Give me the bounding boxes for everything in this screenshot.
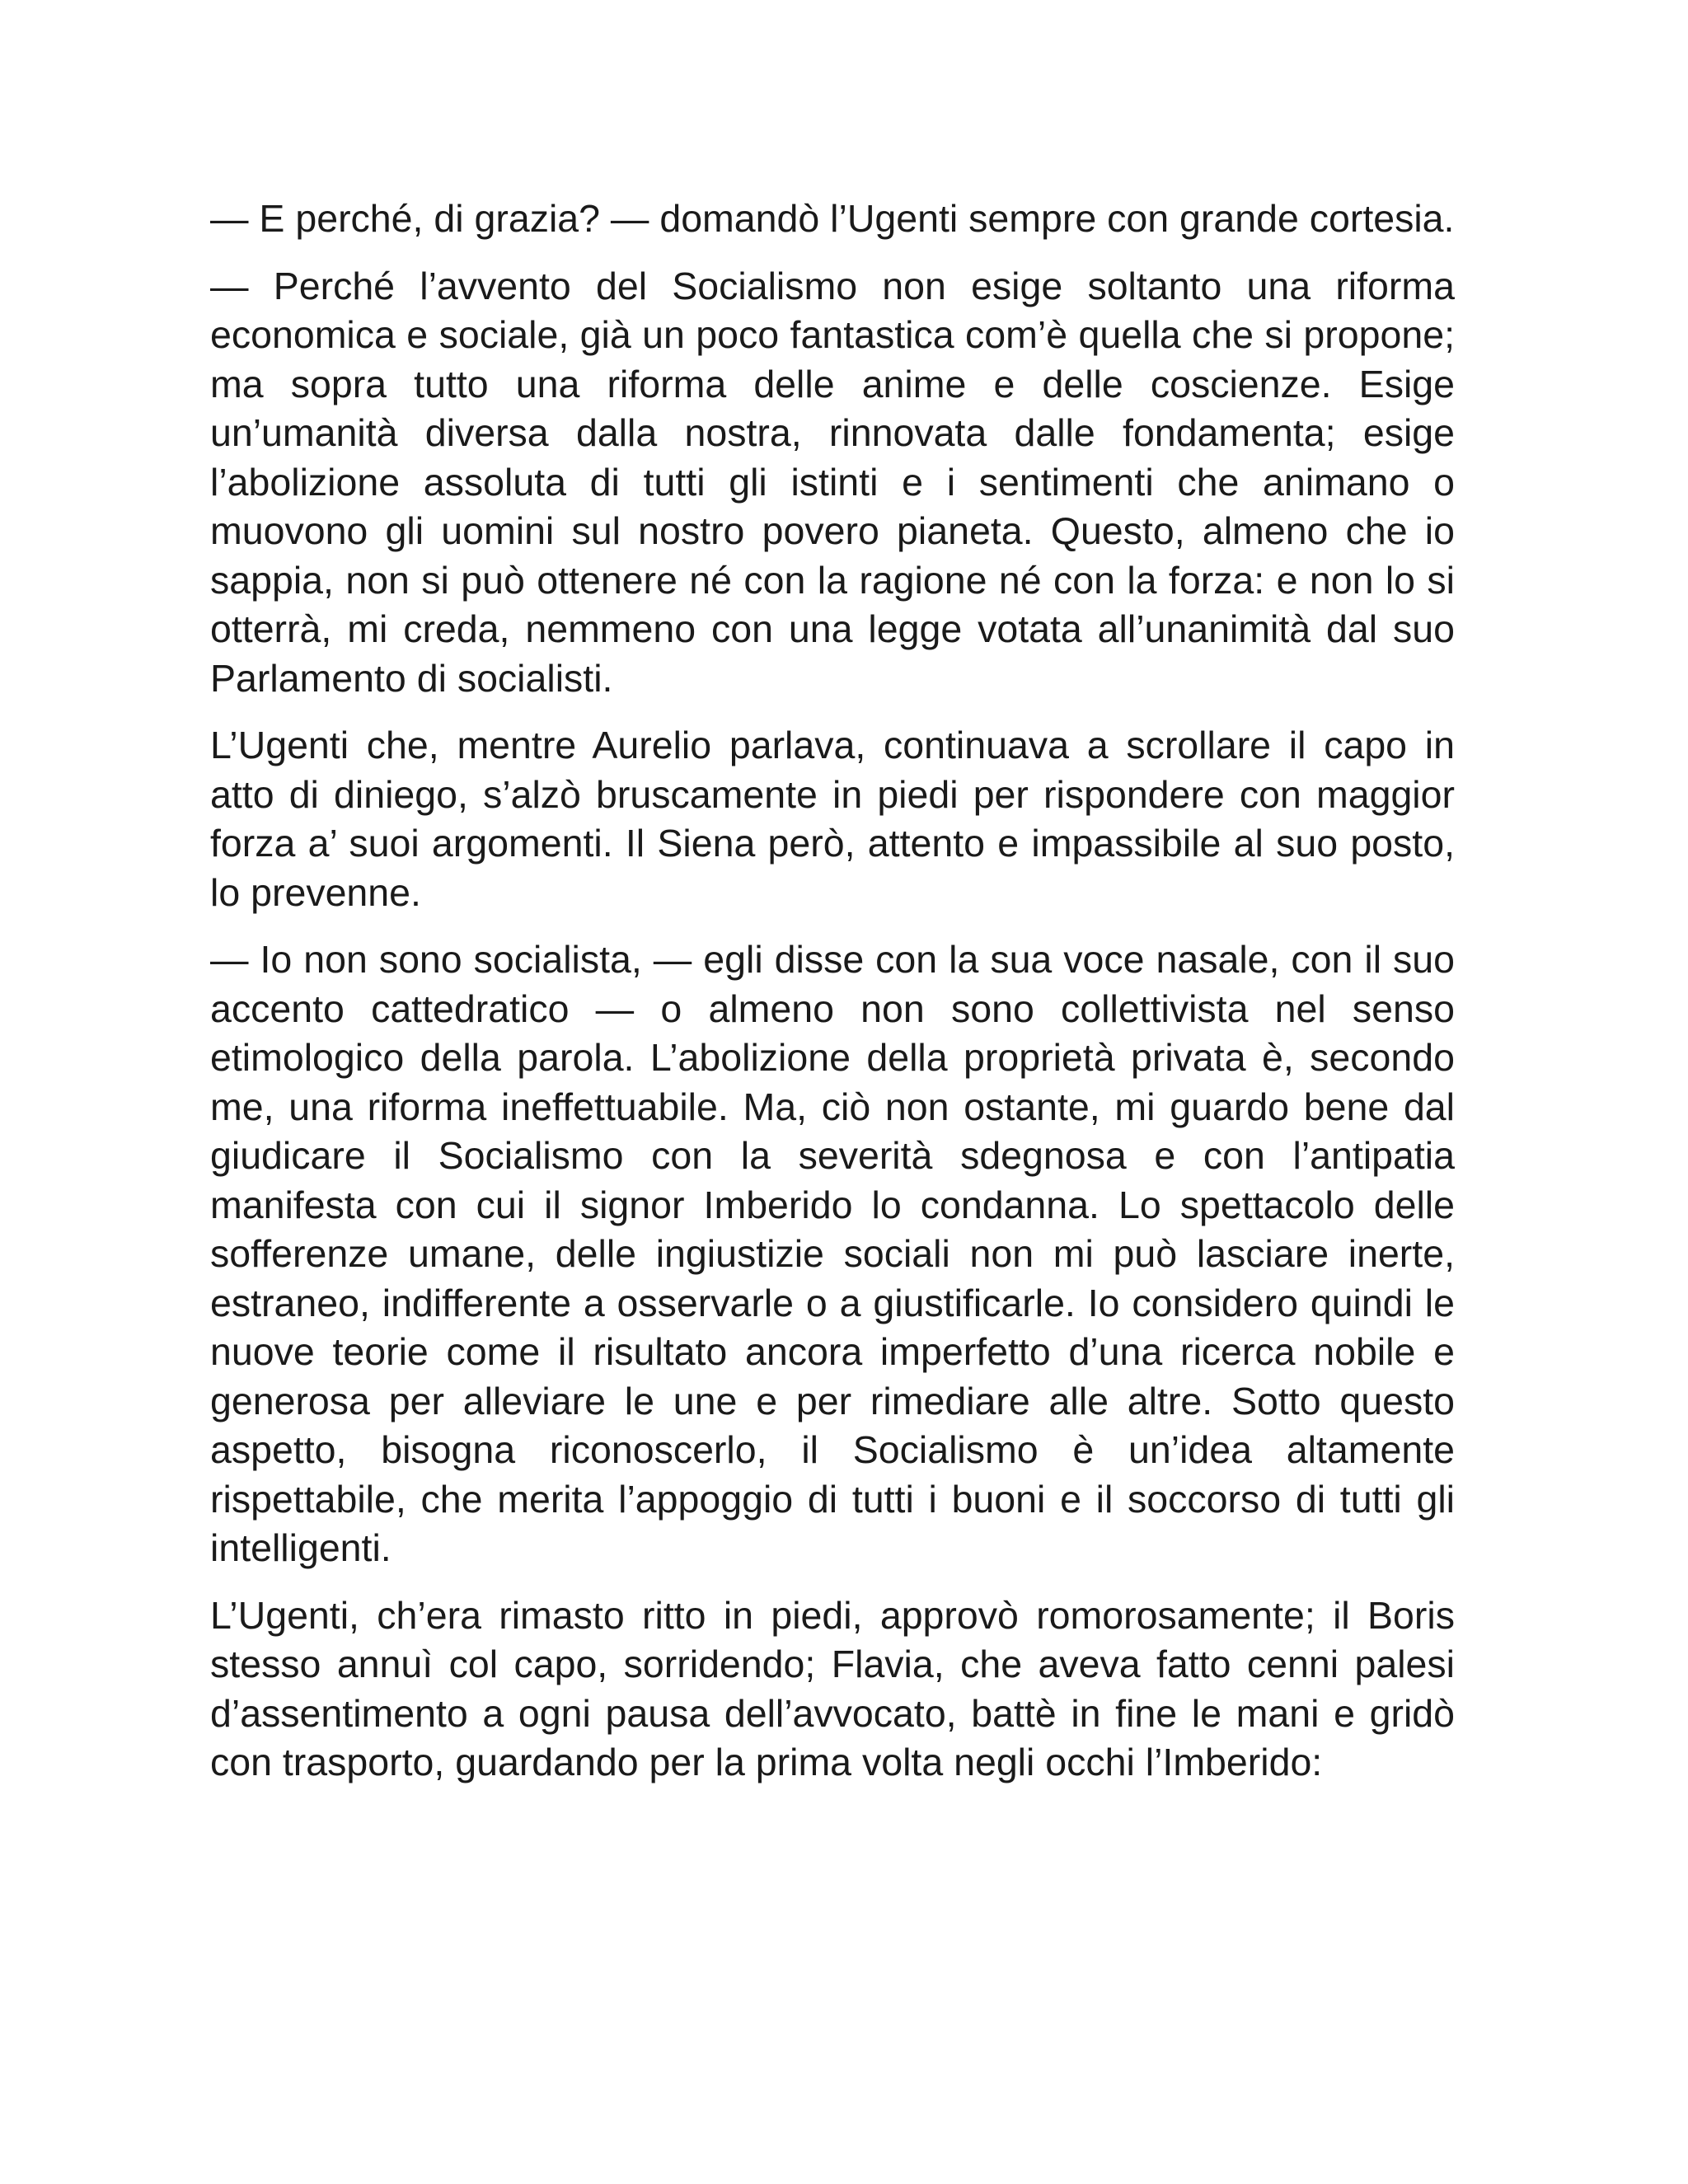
document-page	[210, 194, 1455, 1806]
paragraph-2: — Perché l’avvento del Socialismo non esige soltanto una riforma economica e sociale, già un poco fantastica com’è quella che si propone; ma sopra tutto una riforma delle anime e delle coscienze. Esige un’umanità diversa dalla nostra, rinnovata dalle fondamenta; esige l’abolizione assoluta di tutti gli istinti e i sentimenti che animano o muovono gli uomini sul nostro povero pianeta. Questo, almeno che io sappia, non si può ottenere né con la ragione né con la forza: e non lo si otterrà, mi creda, nemmeno con una legge votata all’unanimità dal suo Parlamento di socialisti.	[210, 264, 1455, 700]
paragraph-3: L’Ugenti che, mentre Aurelio parlava, continuava a scrollare il capo in atto di diniego, s’alzò bruscamente in piedi per rispondere con maggior forza a’ suoi argomenti. Il Siena però, attento e impassibile al suo posto, lo prevenne.	[210, 724, 1455, 914]
paragraph-5: L’Ugenti, ch’era rimasto ritto in piedi, approvò romorosamente; il Boris stesso annuì col capo, sorridendo; Flavia, che aveva fatto cenni palesi d’assentimento a ogni pausa dell’avvocato, battè in fine le mani e gridò con trasporto, guardando per la prima volta negli occhi l’Imberido:	[210, 1593, 1455, 1783]
paragraph-1: — E perché, di grazia? — domandò l’Ugenti sempre con grande cortesia.	[210, 197, 1455, 240]
paragraph-4: — Io non sono socialista, — egli disse con la sua voce nasale, con il suo accento cattedratico — o almeno non sono collettivista nel senso etimologico della parola. L’abolizione della proprietà privata è, secondo me, una riforma ineffettuabile. Ma, ciò non ostante, mi guardo bene dal giudicare il Socialismo con la severità sdegnosa e con l’antipatia manifesta con cui il signor Imberido lo condanna. Lo spettacolo delle sofferenze umane, delle ingiustizie sociali non mi può lasciare inerte, estraneo, indifferente a osservarle o a giustificarle. Io considero quindi le nuove teorie come il risultato ancora imperfetto d’una ricerca nobile e generosa per alleviare le une e per rimediare alle altre. Sotto questo aspetto, bisogna riconoscerlo, il Socialismo è un’idea altamente rispettabile, che merita l’appoggio di tutti i buoni e il soccorso di tutti gli intelligenti.	[210, 938, 1455, 1569]
